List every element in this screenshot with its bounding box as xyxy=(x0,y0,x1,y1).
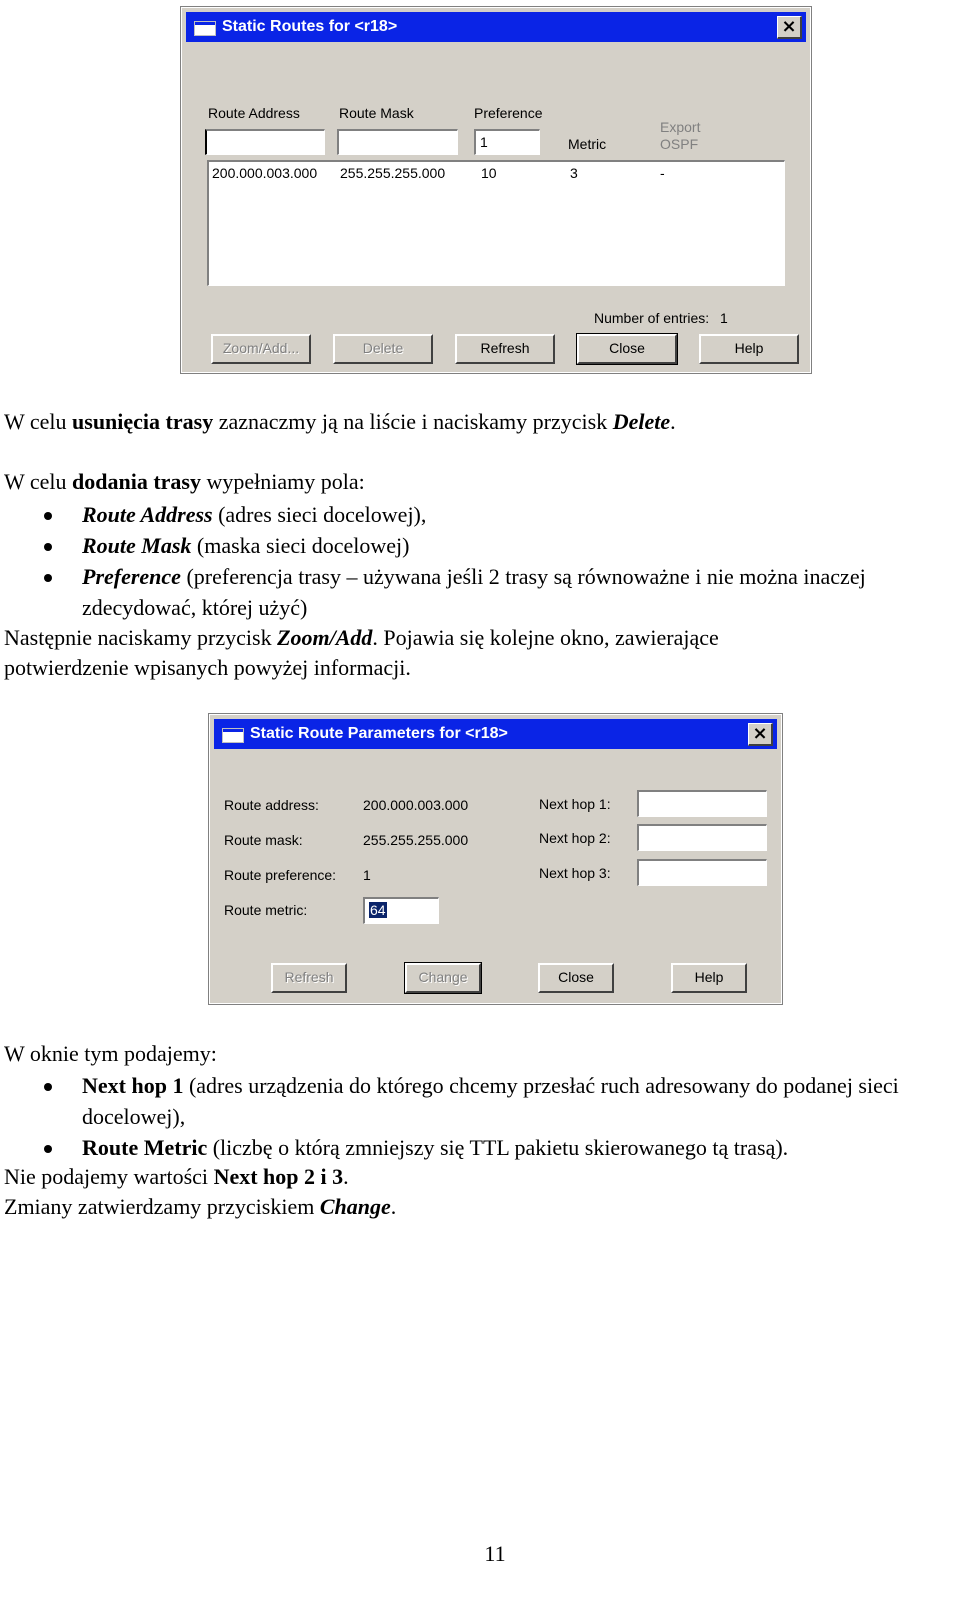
p3-post: . Pojawia się kolejne okno, zawierające xyxy=(372,625,719,650)
paragraph-next xyxy=(4,623,719,653)
route-metric-value: 64 xyxy=(370,902,386,918)
bullet-desc: (liczbę o którą zmniejszy się TTL pakietu skierowanego tą trasą). xyxy=(207,1135,789,1160)
p3-pre: Następnie naciskamy przycisk xyxy=(4,625,278,650)
help-button[interactable]: Help xyxy=(671,963,747,993)
paragraph-add xyxy=(4,467,365,497)
route-address-input[interactable] xyxy=(205,129,325,155)
route-mask-label: Route Mask xyxy=(339,105,414,121)
bullet-icon xyxy=(44,574,52,582)
next-hop-1-input[interactable] xyxy=(637,790,767,817)
bullet-term: Route Mask xyxy=(82,533,192,558)
bullet-desc: (adres urządzenia do którego chcemy przesłać ruch adresowany do podanej sieci docelowej), xyxy=(82,1073,899,1129)
row-mask: 255.255.255.000 xyxy=(340,165,446,181)
metric-label: Metric xyxy=(568,136,607,152)
zoom-add-button[interactable]: Zoom/Add... xyxy=(211,334,311,364)
p6-change-term: Change xyxy=(319,1194,391,1219)
p1-mid: zaznaczmy ją na liście i naciskamy przycisk xyxy=(213,409,613,434)
row-address: 200.000.003.000 xyxy=(212,165,318,181)
list-item xyxy=(0,530,932,561)
window-title: Static Route Parameters for <r18> xyxy=(250,725,508,742)
route-mask-label: Route mask: xyxy=(224,832,303,848)
p6-pre: Zmiany zatwierdzamy przyciskiem xyxy=(4,1194,320,1219)
list-item xyxy=(0,1132,942,1163)
ospf-label: OSPF xyxy=(660,136,699,152)
delete-button[interactable]: Delete xyxy=(333,334,433,364)
bullet-icon xyxy=(44,1083,52,1091)
route-mask-input[interactable] xyxy=(337,129,458,155)
bullet-term: Next hop 1 xyxy=(82,1073,184,1098)
p5-pre: Nie podajemy wartości xyxy=(4,1164,214,1189)
entries-label: Number of entries: xyxy=(594,310,710,326)
paragraph-next-line2: potwierdzenie wpisanych powyżej informacji. xyxy=(4,655,411,680)
paragraph-confirm xyxy=(4,1192,396,1222)
bullet-icon xyxy=(44,512,52,520)
p5-bold: Next hop 2 i 3 xyxy=(213,1164,344,1189)
window-icon xyxy=(194,21,216,36)
routes-list[interactable] xyxy=(207,160,785,286)
bullet-desc: (maska sieci docelowej) xyxy=(191,533,410,558)
fields-bullet-list xyxy=(0,499,942,623)
close-button[interactable]: Close xyxy=(577,334,677,364)
help-button[interactable]: Help xyxy=(699,334,799,364)
row-metric: 3 xyxy=(570,165,578,181)
bullet-desc: (adres sieci docelowej), xyxy=(212,502,427,527)
route-preference-value: 1 xyxy=(363,867,371,883)
next-hop-1-label: Next hop 1: xyxy=(539,796,611,812)
route-preference-label: Route preference: xyxy=(224,867,337,883)
route-metric-input[interactable] xyxy=(363,897,439,924)
p1-delete-term: Delete xyxy=(612,409,671,434)
p2-post: wypełniamy pola: xyxy=(201,469,365,494)
export-label: Export xyxy=(660,119,701,135)
close-icon[interactable]: × xyxy=(777,16,802,39)
next-hop-3-label: Next hop 3: xyxy=(539,865,611,881)
bullet-term: Route Metric xyxy=(82,1135,208,1160)
row-preference: 10 xyxy=(481,165,497,181)
preference-label: Preference xyxy=(474,105,543,121)
p1-bold: usunięcia trasy xyxy=(72,409,214,434)
bullet-term: Route Address xyxy=(82,502,213,527)
window-icon xyxy=(222,728,244,743)
page-number: 11 xyxy=(484,1541,506,1566)
bullet-desc: (preferencja trasy – używana jeśli 2 trasy są równoważne i nie można inaczej zdecydować, której użyć) xyxy=(82,564,866,620)
title-bar[interactable] xyxy=(214,719,777,749)
route-address-label: Route address: xyxy=(224,797,319,813)
p1-pre: W celu xyxy=(4,409,73,434)
bullet-term: Preference xyxy=(82,564,181,589)
route-mask-value: 255.255.255.000 xyxy=(363,832,469,848)
refresh-button[interactable]: Refresh xyxy=(271,963,347,993)
p2-pre: W celu xyxy=(4,469,73,494)
paragraph-window: W oknie tym podajemy: xyxy=(4,1041,217,1066)
paragraph-no-nexthop xyxy=(4,1162,349,1192)
bullet-icon xyxy=(44,543,52,551)
next-hop-2-input[interactable] xyxy=(637,824,767,851)
paragraph-delete xyxy=(4,407,676,437)
route-address-label: Route Address xyxy=(208,105,300,121)
close-button[interactable]: Close xyxy=(538,963,614,993)
p1-post: . xyxy=(670,409,676,434)
list-item xyxy=(0,1070,912,1132)
preference-input[interactable]: 1 xyxy=(474,129,540,155)
next-hop-2-label: Next hop 2: xyxy=(539,830,611,846)
static-route-parameters-window xyxy=(209,714,782,1004)
p3-zoom-add-term: Zoom/Add xyxy=(277,625,373,650)
list-item xyxy=(0,499,932,530)
bullet-icon xyxy=(44,1145,52,1153)
p6-post: . xyxy=(390,1194,397,1219)
entries-count: 1 xyxy=(720,310,728,326)
route-address-value: 200.000.003.000 xyxy=(363,797,469,813)
window-title: Static Routes for <r18> xyxy=(222,18,398,35)
list-item xyxy=(0,561,942,623)
nexthop-bullet-list xyxy=(0,1070,942,1163)
route-metric-label: Route metric: xyxy=(224,902,308,918)
p5-post: . xyxy=(343,1164,349,1189)
change-button[interactable]: Change xyxy=(405,963,481,993)
static-routes-window xyxy=(181,7,811,373)
refresh-button[interactable]: Refresh xyxy=(455,334,555,364)
row-ospf: - xyxy=(660,165,665,181)
close-icon[interactable]: × xyxy=(748,723,773,746)
title-bar[interactable] xyxy=(186,12,806,42)
next-hop-3-input[interactable] xyxy=(637,859,767,886)
p2-bold: dodania trasy xyxy=(72,469,201,494)
